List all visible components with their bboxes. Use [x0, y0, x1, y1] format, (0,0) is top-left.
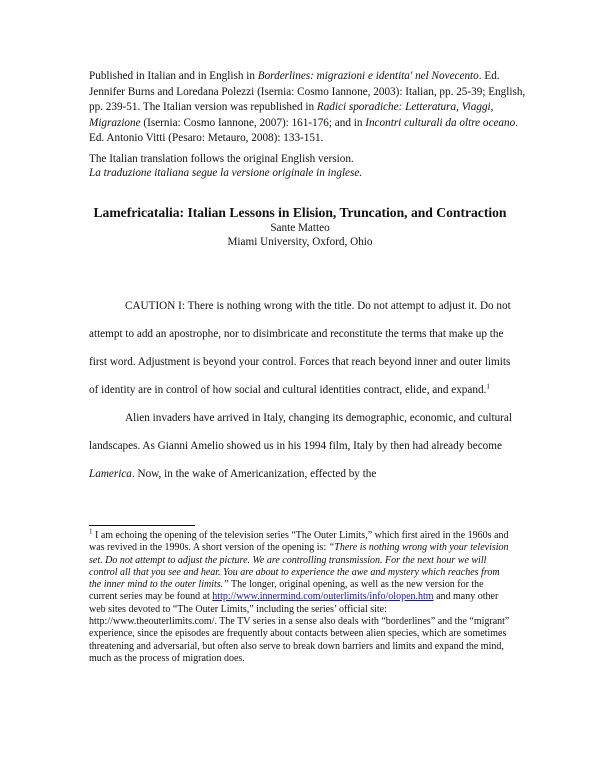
footnote-text-c: and many other web sites devoted to “The Outer Limits,” including the series’ official site: http://www.theouterlimits.com/. The TV series in a sense also deals with “borderlines” and the “migrant” experience, since the episodes are frequently about contacts between alien species, which are sometimes threatening and adversarial, but often also serve to break down barriers and limits and expand the mind, much as the process of migration does.	[89, 591, 510, 664]
author-affiliation: Miami University, Oxford, Ohio	[227, 236, 373, 248]
title-block	[0, 205, 600, 249]
footnote-text-a: I am echoing the opening of the television series “The Outer Limits,” which first aired in the 1960s and was revived in the 1990s. A short version of the opening is:	[89, 530, 509, 554]
translation-note-en: The Italian translation follows the original English version.	[89, 153, 354, 165]
pub-text-3: (Isernia: Cosmo Iannone, 2007): 161-176; and in	[140, 116, 366, 129]
footnote-quote: “There is nothing wrong with your television set. Do not attempt to adjust the picture. We are controlling transmission. For the next hour we will control all that you see and hear. You are about to experience the awe and mystery which reaches from the inner mind to the outer limits.”	[89, 542, 509, 591]
translation-note	[89, 152, 529, 180]
footnote-separator	[89, 525, 195, 526]
footnote-reference[interactable]: 1	[486, 382, 490, 391]
translation-note-it: La traduzione italiana segue la versione originale in inglese.	[89, 167, 363, 179]
footnote-text-b: The longer, original opening, as well as the new version for the current series may be found at	[89, 579, 484, 603]
pub-title-borderlines: Borderlines: migrazioni e identita' nel Novecento	[257, 70, 479, 82]
article-title: Lamefricatalia: Italian Lessons in Elision, Truncation, and Contraction	[93, 205, 507, 220]
paragraph-alien-invaders	[89, 404, 512, 488]
footnote-1	[89, 527, 514, 665]
footnote-link[interactable]: http://www.innermind.com/outerlimits/info/olopen.htm	[212, 591, 434, 603]
paragraph-2-text-b: . Now, in the wake of Americanization, effected by the	[131, 468, 377, 480]
pub-text-1: Published in Italian and in English in	[89, 70, 258, 82]
pub-text-2: . Ed. Jennifer Burns and Loredana Polezzi (Isernia: Cosmo Iannone, 2003): Italian, pp. 25-39; English, pp. 239-51. The Italian version was republished in	[89, 70, 526, 113]
pub-title-radici: Radici sporadiche: Letteratura, Viaggi, Migrazione	[89, 101, 494, 129]
film-title-lamerica: Lamerica	[89, 468, 132, 480]
publication-note	[89, 69, 529, 147]
pub-text-4: . Ed. Antonio Vitti (Pesaro: Metauro, 2008): 133-151.	[89, 116, 519, 144]
footnote-number: 1	[89, 527, 93, 536]
pub-title-incontri: Incontri culturali da oltre oceano	[365, 116, 516, 129]
body-text	[89, 292, 512, 488]
paragraph-caution-text: CAUTION I: There is nothing wrong with the title. Do not attempt to adjust it. Do not attempt to add an apostrophe, nor to disimbricate and reconstitute the terms that make up the first word. Adjustment is beyond your control. Forces that reach beyond inner and outer limits of identity are in control of how social and cultural identities contract, elide, and expand.	[89, 300, 511, 396]
author-name: Sante Matteo	[270, 222, 330, 234]
paragraph-2-text-a: Alien invaders have arrived in Italy, changing its demographic, economic, and cultural landscapes. As Gianni Amelio showed us in his 1994 film, Italy by then had already become	[89, 412, 512, 452]
paragraph-caution	[89, 292, 512, 404]
